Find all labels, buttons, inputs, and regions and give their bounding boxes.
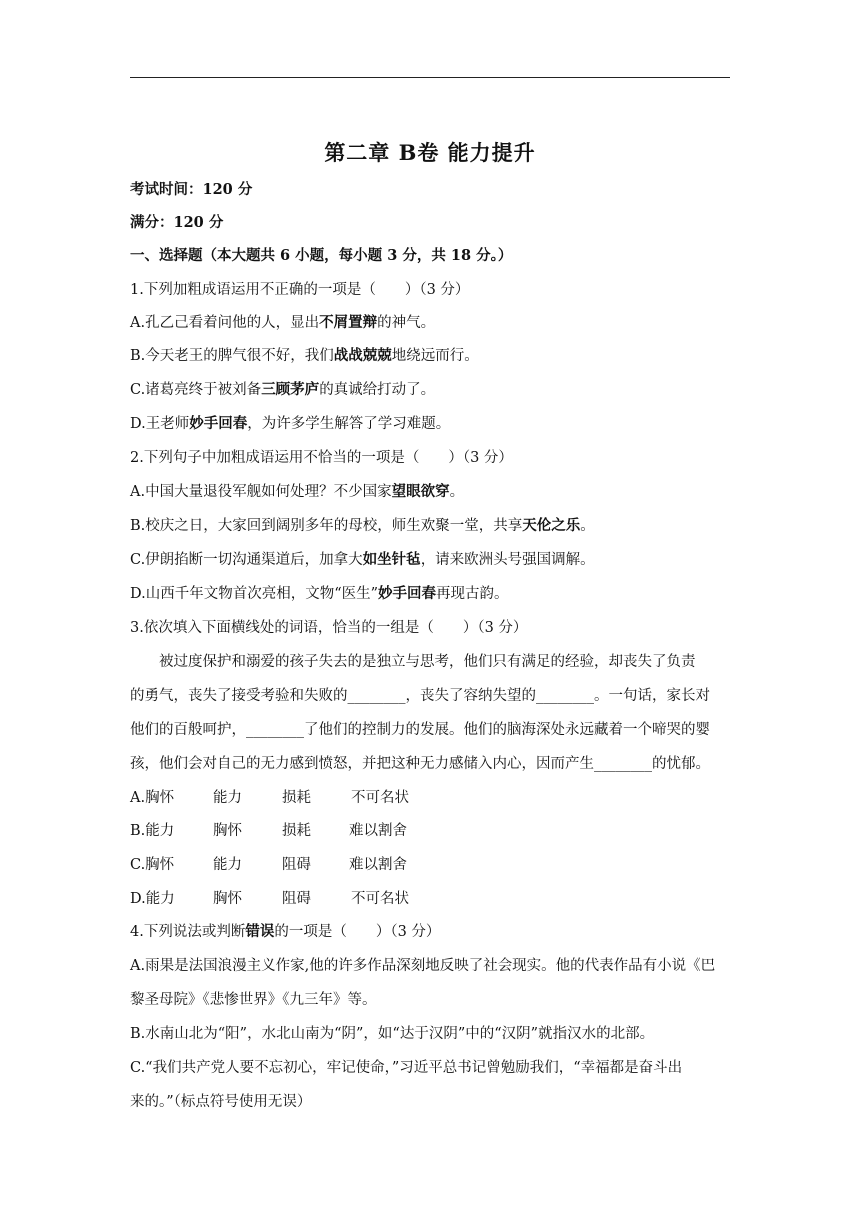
q1-option-b: B.今天老王的脾气很不好，我们战战兢兢地绕远而行。 <box>130 347 479 364</box>
q1-option-a: A.孔乙己看着问他的人，显出不屑置辩的神气。 <box>130 314 436 331</box>
exam-time: 考试时间：120 分 <box>130 181 253 198</box>
q3-passage-line: 孩，他们会对自己的无力感到愤怒，并把这种无力感储入内心，因而产生________的忧郁。 <box>130 756 710 772</box>
q4-option-a-line1: A.雨果是法国浪漫主义作家,他的许多作品深刻地反映了社会现实。他的代表作品有小说《巴 <box>130 958 716 974</box>
q3-passage-line: 被过度保护和溺爱的孩子失去的是独立与思考，他们只有满足的经验，却丧失了负责 <box>130 654 696 670</box>
q4-option-a-line2: 黎圣母院》《悲惨世界》《九三年》等。 <box>130 992 377 1008</box>
q2-stem: 2.下列句子中加粗成语运用不恰当的一项是（ ）（3 分） <box>130 450 513 466</box>
q1-stem: 1.下列加粗成语运用不正确的一项是（ ）（3 分） <box>130 282 470 298</box>
q1-option-c: C.诸葛亮终于被刘备三顾茅庐的真诚给打动了。 <box>130 381 436 398</box>
q4-stem: 4.下列说法或判断错误的一项是（ ）（3 分） <box>130 923 441 940</box>
full-score: 满分：120 分 <box>130 214 224 231</box>
q3-passage-line: 他们的百般呵护，________了他们的控制力的发展。他们的脑海深处永远藏着一个啼哭的婴 <box>130 722 710 738</box>
q3-passage-line: 的勇气，丧失了接受考验和失败的________，丧失了容纳失望的________。一句话，家长对 <box>130 688 710 704</box>
q2-option-d: D.山西千年文物首次亮相，文物“医生”妙手回春再现古韵。 <box>130 585 509 602</box>
page-title: 第二章 B卷 能力提升 <box>324 140 536 165</box>
q4-option-c-line1: C.“我们共产党人要不忘初心，牢记使命，”习近平总书记曾勉励我们，“幸福都是奋斗出 <box>130 1060 683 1076</box>
q2-option-c: C.伊朗掐断一切沟通渠道后，加拿大如坐针毡，请来欧洲头号强国调解。 <box>130 551 595 568</box>
q4-option-c-line2: 来的。”（标点符号使用无误） <box>130 1094 312 1110</box>
q2-option-a: A.中国大量退役军舰如何处理？不少国家望眼欲穿。 <box>130 483 465 500</box>
q4-option-b: B.水南山北为“阳”，水北山南为“阴”，如“达于汉阴”中的“汉阴”就指汉水的北部。 <box>130 1026 655 1042</box>
q1-option-d: D.王老师妙手回春，为许多学生解答了学习难题。 <box>130 415 451 432</box>
q2-option-b: B.校庆之日，大家回到阔别多年的母校，师生欢聚一堂，共享天伦之乐。 <box>130 517 595 534</box>
q3-stem: 3.依次填入下面横线处的词语，恰当的一组是（ ）（3 分） <box>130 620 528 636</box>
header-rule <box>130 77 730 78</box>
section-heading: 一、选择题（本大题共 6 小题，每小题 3 分，共 18 分。） <box>130 247 513 264</box>
